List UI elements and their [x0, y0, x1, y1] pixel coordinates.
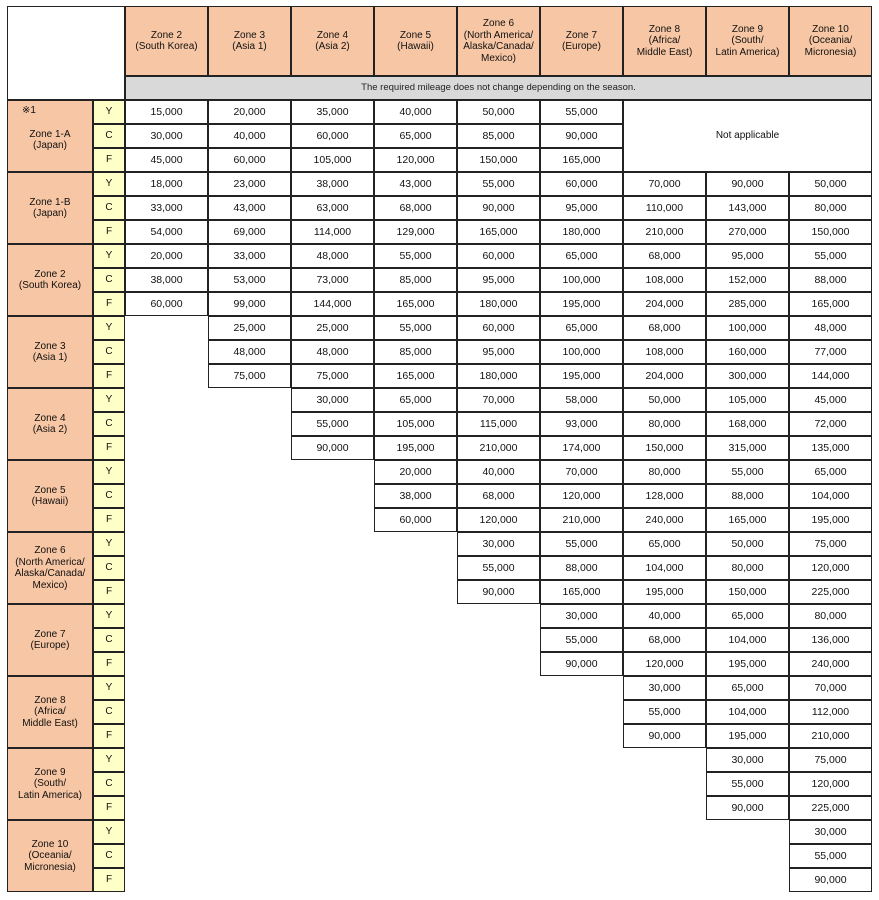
row-header-9: Zone 9 (South/ Latin America) — [7, 748, 93, 820]
mileage-value: 75,000 — [789, 532, 872, 556]
mileage-value: 120,000 — [540, 484, 623, 508]
class-code-y: Y — [93, 388, 125, 412]
mileage-value: 85,000 — [374, 340, 457, 364]
mileage-value: 30,000 — [623, 676, 706, 700]
mileage-value: 105,000 — [291, 148, 374, 172]
mileage-value: 85,000 — [457, 124, 540, 148]
mileage-value: 90,000 — [457, 196, 540, 220]
class-code-f: F — [93, 220, 125, 244]
row-header-7: Zone 7 (Europe) — [7, 604, 93, 676]
mileage-value: 50,000 — [706, 532, 789, 556]
mileage-value: 80,000 — [706, 556, 789, 580]
class-code-c: C — [93, 484, 125, 508]
mileage-value: 55,000 — [374, 316, 457, 340]
mileage-value: 30,000 — [291, 388, 374, 412]
mileage-value: 43,000 — [208, 196, 291, 220]
mileage-value: 100,000 — [706, 316, 789, 340]
mileage-value: 65,000 — [374, 388, 457, 412]
mileage-value: 210,000 — [789, 724, 872, 748]
mileage-value: 120,000 — [374, 148, 457, 172]
mileage-value: 50,000 — [457, 100, 540, 124]
mileage-value: 55,000 — [623, 700, 706, 724]
mileage-value: 99,000 — [208, 292, 291, 316]
mileage-value: 54,000 — [125, 220, 208, 244]
mileage-value: 195,000 — [623, 580, 706, 604]
mileage-value: 95,000 — [540, 196, 623, 220]
mileage-value: 165,000 — [374, 292, 457, 316]
mileage-value: 174,000 — [540, 436, 623, 460]
mileage-value: 204,000 — [623, 292, 706, 316]
mileage-value: 135,000 — [789, 436, 872, 460]
mileage-value: 50,000 — [789, 172, 872, 196]
mileage-value: 30,000 — [706, 748, 789, 772]
mileage-value: 68,000 — [623, 628, 706, 652]
mileage-value: 65,000 — [623, 532, 706, 556]
mileage-value: 108,000 — [623, 268, 706, 292]
mileage-value: 165,000 — [457, 220, 540, 244]
mileage-value: 95,000 — [457, 340, 540, 364]
class-code-c: C — [93, 556, 125, 580]
mileage-value: 100,000 — [540, 340, 623, 364]
class-code-f: F — [93, 436, 125, 460]
mileage-value: 30,000 — [540, 604, 623, 628]
mileage-value: 30,000 — [789, 820, 872, 844]
mileage-value: 210,000 — [540, 508, 623, 532]
mileage-value: 25,000 — [208, 316, 291, 340]
mileage-value: 285,000 — [706, 292, 789, 316]
class-code-f: F — [93, 796, 125, 820]
column-header-zone-3: Zone 3 (Asia 1) — [208, 6, 291, 76]
mileage-value: 65,000 — [374, 124, 457, 148]
mileage-value: 120,000 — [623, 652, 706, 676]
column-header-zone-4: Zone 4 (Asia 2) — [291, 6, 374, 76]
mileage-value: 165,000 — [540, 580, 623, 604]
mileage-value: 55,000 — [789, 244, 872, 268]
mileage-value: 90,000 — [706, 172, 789, 196]
class-code-y: Y — [93, 604, 125, 628]
mileage-value: 104,000 — [623, 556, 706, 580]
mileage-value: 129,000 — [374, 220, 457, 244]
mileage-value: 60,000 — [208, 148, 291, 172]
mileage-value: 90,000 — [540, 124, 623, 148]
row-header-5: Zone 5 (Hawaii) — [7, 460, 93, 532]
mileage-value: 63,000 — [291, 196, 374, 220]
mileage-value: 195,000 — [706, 724, 789, 748]
mileage-value: 110,000 — [623, 196, 706, 220]
mileage-value: 204,000 — [623, 364, 706, 388]
class-code-f: F — [93, 652, 125, 676]
mileage-value: 70,000 — [789, 676, 872, 700]
mileage-value: 55,000 — [706, 460, 789, 484]
footnote-marker: ※1 — [22, 105, 36, 116]
mileage-value: 95,000 — [457, 268, 540, 292]
mileage-value: 75,000 — [789, 748, 872, 772]
class-code-c: C — [93, 412, 125, 436]
mileage-value: 152,000 — [706, 268, 789, 292]
column-header-zone-9: Zone 9 (South/ Latin America) — [706, 6, 789, 76]
mileage-value: 68,000 — [623, 316, 706, 340]
column-header-zone-2: Zone 2 (South Korea) — [125, 6, 208, 76]
mileage-value: 30,000 — [125, 124, 208, 148]
row-header-4: Zone 4 (Asia 2) — [7, 388, 93, 460]
mileage-value: 53,000 — [208, 268, 291, 292]
mileage-value: 150,000 — [789, 220, 872, 244]
mileage-value: 88,000 — [706, 484, 789, 508]
mileage-value: 105,000 — [706, 388, 789, 412]
mileage-value: 144,000 — [291, 292, 374, 316]
row-header-2: Zone 2 (South Korea) — [7, 244, 93, 316]
mileage-value: 195,000 — [706, 652, 789, 676]
mileage-value: 240,000 — [623, 508, 706, 532]
class-code-f: F — [93, 364, 125, 388]
season-note: The required mileage does not change depending on the season. — [125, 76, 872, 100]
mileage-value: 104,000 — [706, 700, 789, 724]
row-header-1: Zone 1-B (Japan) — [7, 172, 93, 244]
class-code-c: C — [93, 196, 125, 220]
mileage-value: 70,000 — [540, 460, 623, 484]
mileage-value: 45,000 — [789, 388, 872, 412]
mileage-value: 195,000 — [374, 436, 457, 460]
mileage-value: 68,000 — [374, 196, 457, 220]
mileage-value: 90,000 — [291, 436, 374, 460]
mileage-value: 90,000 — [457, 580, 540, 604]
mileage-value: 225,000 — [789, 580, 872, 604]
row-header-10: Zone 10 (Oceania/ Micronesia) — [7, 820, 93, 892]
mileage-value: 58,000 — [540, 388, 623, 412]
mileage-value: 180,000 — [457, 364, 540, 388]
class-code-f: F — [93, 868, 125, 892]
mileage-value: 30,000 — [457, 532, 540, 556]
mileage-value: 80,000 — [623, 460, 706, 484]
mileage-value: 80,000 — [623, 412, 706, 436]
mileage-value: 55,000 — [540, 100, 623, 124]
mileage-value: 90,000 — [789, 868, 872, 892]
mileage-value: 75,000 — [208, 364, 291, 388]
mileage-value: 120,000 — [457, 508, 540, 532]
row-header-3: Zone 3 (Asia 1) — [7, 316, 93, 388]
class-code-f: F — [93, 724, 125, 748]
mileage-value: 55,000 — [789, 844, 872, 868]
mileage-value: 144,000 — [789, 364, 872, 388]
mileage-value: 114,000 — [291, 220, 374, 244]
mileage-value: 165,000 — [540, 148, 623, 172]
mileage-value: 48,000 — [789, 316, 872, 340]
mileage-value: 55,000 — [457, 172, 540, 196]
mileage-value: 80,000 — [789, 604, 872, 628]
mileage-value: 48,000 — [291, 340, 374, 364]
row-header-6: Zone 6 (North America/ Alaska/Canada/ Mexico) — [7, 532, 93, 604]
mileage-value: 88,000 — [789, 268, 872, 292]
mileage-value: 85,000 — [374, 268, 457, 292]
class-code-y: Y — [93, 244, 125, 268]
mileage-value: 104,000 — [789, 484, 872, 508]
mileage-value: 72,000 — [789, 412, 872, 436]
mileage-value: 180,000 — [457, 292, 540, 316]
mileage-value: 73,000 — [291, 268, 374, 292]
mileage-value: 93,000 — [540, 412, 623, 436]
mileage-value: 112,000 — [789, 700, 872, 724]
mileage-value: 48,000 — [291, 244, 374, 268]
mileage-value: 225,000 — [789, 796, 872, 820]
mileage-value: 55,000 — [540, 628, 623, 652]
class-code-y: Y — [93, 820, 125, 844]
class-code-f: F — [93, 508, 125, 532]
class-code-f: F — [93, 292, 125, 316]
mileage-value: 65,000 — [706, 604, 789, 628]
mileage-value: 180,000 — [540, 220, 623, 244]
class-code-c: C — [93, 124, 125, 148]
class-code-c: C — [93, 844, 125, 868]
mileage-value: 128,000 — [623, 484, 706, 508]
mileage-value: 38,000 — [125, 268, 208, 292]
class-code-c: C — [93, 700, 125, 724]
mileage-value: 40,000 — [457, 460, 540, 484]
mileage-value: 70,000 — [457, 388, 540, 412]
mileage-value: 70,000 — [623, 172, 706, 196]
mileage-value: 165,000 — [706, 508, 789, 532]
mileage-value: 20,000 — [374, 460, 457, 484]
column-header-zone-7: Zone 7 (Europe) — [540, 6, 623, 76]
mileage-value: 150,000 — [623, 436, 706, 460]
mileage-value: 150,000 — [457, 148, 540, 172]
column-header-zone-10: Zone 10 (Oceania/ Micronesia) — [789, 6, 872, 76]
mileage-value: 69,000 — [208, 220, 291, 244]
class-code-f: F — [93, 148, 125, 172]
class-code-c: C — [93, 268, 125, 292]
mileage-value: 55,000 — [706, 772, 789, 796]
mileage-value: 115,000 — [457, 412, 540, 436]
class-code-y: Y — [93, 532, 125, 556]
column-header-zone-5: Zone 5 (Hawaii) — [374, 6, 457, 76]
mileage-value: 25,000 — [291, 316, 374, 340]
mileage-value: 35,000 — [291, 100, 374, 124]
mileage-value: 165,000 — [374, 364, 457, 388]
class-code-c: C — [93, 772, 125, 796]
mileage-value: 20,000 — [125, 244, 208, 268]
mileage-value: 40,000 — [208, 124, 291, 148]
mileage-value: 150,000 — [706, 580, 789, 604]
mileage-value: 60,000 — [125, 292, 208, 316]
class-code-y: Y — [93, 676, 125, 700]
mileage-value: 105,000 — [374, 412, 457, 436]
mileage-value: 60,000 — [540, 172, 623, 196]
mileage-value: 75,000 — [291, 364, 374, 388]
mileage-value: 120,000 — [789, 556, 872, 580]
mileage-value: 210,000 — [457, 436, 540, 460]
mileage-value: 55,000 — [374, 244, 457, 268]
mileage-value: 18,000 — [125, 172, 208, 196]
mileage-value: 43,000 — [374, 172, 457, 196]
mileage-value: 60,000 — [374, 508, 457, 532]
mileage-value: 55,000 — [291, 412, 374, 436]
mileage-value: 195,000 — [789, 508, 872, 532]
mileage-value: 55,000 — [457, 556, 540, 580]
class-code-y: Y — [93, 172, 125, 196]
column-header-zone-8: Zone 8 (Africa/ Middle East) — [623, 6, 706, 76]
class-code-c: C — [93, 628, 125, 652]
mileage-value: 80,000 — [789, 196, 872, 220]
mileage-value: 160,000 — [706, 340, 789, 364]
mileage-value: 120,000 — [789, 772, 872, 796]
mileage-value: 68,000 — [457, 484, 540, 508]
class-code-c: C — [93, 340, 125, 364]
mileage-value: 33,000 — [208, 244, 291, 268]
mileage-value: 77,000 — [789, 340, 872, 364]
not-applicable-block: Not applicable — [623, 100, 872, 172]
class-code-y: Y — [93, 316, 125, 340]
mileage-value: 104,000 — [706, 628, 789, 652]
mileage-value: 95,000 — [706, 244, 789, 268]
mileage-value: 65,000 — [789, 460, 872, 484]
mileage-value: 68,000 — [623, 244, 706, 268]
mileage-value: 195,000 — [540, 364, 623, 388]
mileage-value: 300,000 — [706, 364, 789, 388]
mileage-value: 240,000 — [789, 652, 872, 676]
mileage-value: 55,000 — [540, 532, 623, 556]
mileage-value: 20,000 — [208, 100, 291, 124]
mileage-value: 90,000 — [623, 724, 706, 748]
mileage-value: 33,000 — [125, 196, 208, 220]
mileage-value: 195,000 — [540, 292, 623, 316]
mileage-value: 90,000 — [706, 796, 789, 820]
mileage-value: 50,000 — [623, 388, 706, 412]
mileage-value: 40,000 — [623, 604, 706, 628]
class-code-y: Y — [93, 100, 125, 124]
mileage-value: 40,000 — [374, 100, 457, 124]
class-code-y: Y — [93, 460, 125, 484]
mileage-value: 100,000 — [540, 268, 623, 292]
column-header-zone-6: Zone 6 (North America/ Alaska/Canada/ Mexico) — [457, 6, 540, 76]
mileage-value: 60,000 — [457, 244, 540, 268]
mileage-value: 65,000 — [540, 316, 623, 340]
mileage-value: 65,000 — [706, 676, 789, 700]
mileage-value: 88,000 — [540, 556, 623, 580]
mileage-value: 136,000 — [789, 628, 872, 652]
mileage-value: 65,000 — [540, 244, 623, 268]
mileage-value: 60,000 — [291, 124, 374, 148]
row-header-8: Zone 8 (Africa/ Middle East) — [7, 676, 93, 748]
mileage-value: 38,000 — [374, 484, 457, 508]
mileage-value: 90,000 — [540, 652, 623, 676]
class-code-y: Y — [93, 748, 125, 772]
mileage-value: 143,000 — [706, 196, 789, 220]
mileage-value: 45,000 — [125, 148, 208, 172]
corner-cell — [7, 6, 125, 100]
mileage-value: 108,000 — [623, 340, 706, 364]
mileage-value: 15,000 — [125, 100, 208, 124]
mileage-value: 48,000 — [208, 340, 291, 364]
mileage-value: 23,000 — [208, 172, 291, 196]
mileage-value: 60,000 — [457, 316, 540, 340]
mileage-value: 38,000 — [291, 172, 374, 196]
mileage-value: 210,000 — [623, 220, 706, 244]
mileage-value: 315,000 — [706, 436, 789, 460]
mileage-value: 168,000 — [706, 412, 789, 436]
row-header-0: Zone 1-A (Japan) ※1 — [7, 100, 93, 172]
class-code-f: F — [93, 580, 125, 604]
mileage-value: 165,000 — [789, 292, 872, 316]
mileage-value: 270,000 — [706, 220, 789, 244]
